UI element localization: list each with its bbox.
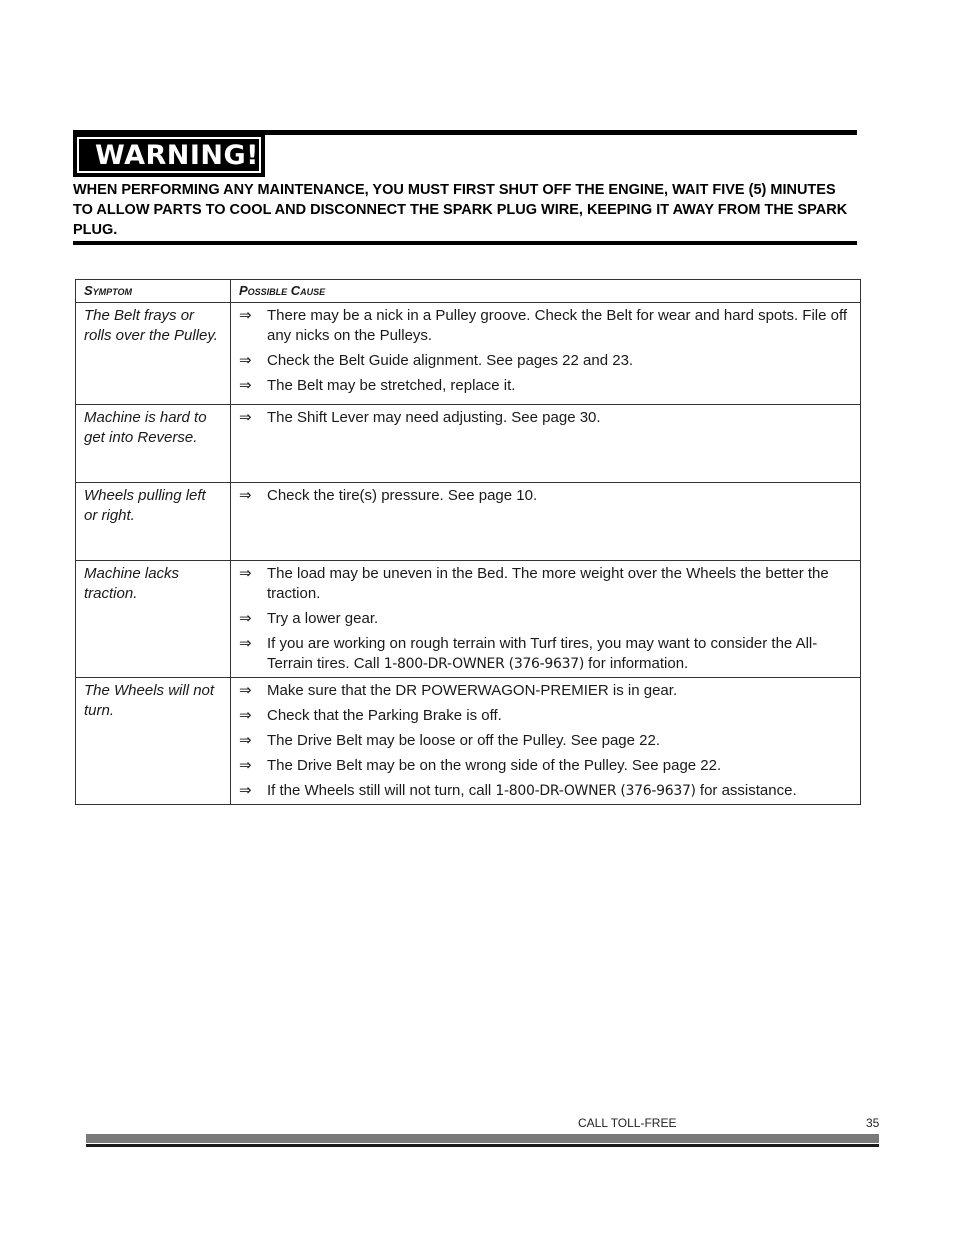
cause-item [239, 306, 852, 346]
cause-text-main: Check the Belt Guide alignment. See pages 22 and 23. [267, 352, 634, 369]
cause-item [239, 731, 852, 751]
cause-item [239, 609, 852, 629]
cause-text [267, 609, 852, 629]
cause-text-main: The Belt may be stretched, replace it. [267, 377, 516, 394]
implies-arrow-icon: ⇒ [239, 377, 252, 394]
table-body [76, 303, 861, 805]
cause-item [239, 681, 852, 701]
implies-arrow-icon: ⇒ [239, 782, 252, 799]
cause-text [267, 756, 852, 776]
troubleshooting-table [75, 279, 861, 805]
warning-badge [73, 133, 265, 177]
footer-black-rule [86, 1144, 879, 1147]
footer-gray-bar [86, 1134, 879, 1143]
cause-cell [231, 405, 861, 483]
cause-text-main: If you are working on rough terrain with Turf tires, you may want to consider the All-Terrain tires. Call [267, 635, 818, 672]
cause-text [267, 681, 852, 701]
cause-text [267, 781, 852, 801]
symptom-header: Symptom [76, 280, 231, 303]
cause-text-main: The Shift Lever may need adjusting. See page 30. [267, 409, 601, 426]
phone-number: 1-800-DR-OWNER (376-9637) [383, 656, 585, 672]
cause-item [239, 351, 852, 371]
implies-arrow-icon: ⇒ [239, 682, 252, 699]
implies-arrow-icon: ⇒ [239, 565, 252, 582]
cause-text-main: If the Wheels still will not turn, call [267, 782, 496, 799]
cause-item [239, 376, 852, 396]
symptom-cell: Machine is hard to get into Reverse. [76, 405, 231, 483]
cause-text [267, 351, 852, 371]
cause-item [239, 634, 852, 674]
table-row [76, 303, 861, 405]
cause-cell [231, 483, 861, 561]
table-row [76, 678, 861, 805]
implies-arrow-icon: ⇒ [239, 707, 252, 724]
page-number: 35 [866, 1116, 880, 1130]
symptom-cell: The Wheels will not turn. [76, 678, 231, 805]
cause-text-main: Make sure that the DR POWERWAGON-PREMIER is in gear. [267, 682, 678, 699]
implies-arrow-icon: ⇒ [239, 307, 252, 324]
cause-item [239, 486, 852, 506]
cause-text-after: for assistance. [695, 782, 797, 799]
implies-arrow-icon: ⇒ [239, 757, 252, 774]
cause-text [267, 564, 852, 604]
implies-arrow-icon: ⇒ [239, 610, 252, 627]
warning-bottom-rule [73, 241, 857, 245]
cause-text [267, 306, 852, 346]
cause-text-main: The load may be uneven in the Bed. The more weight over the Wheels the better the traction. [267, 565, 829, 602]
warning-text: WHEN PERFORMING ANY MAINTENANCE, YOU MUST FIRST SHUT OFF THE ENGINE, WAIT FIVE (5) MINUTES TO ALLOW PARTS TO COOL AND DISCONNECT THE SPARK PLUG WIRE, KEEPING IT AWAY FROM THE SPARK PLUG. [73, 182, 848, 238]
cause-cell [231, 303, 861, 405]
implies-arrow-icon: ⇒ [239, 732, 252, 749]
cause-cell [231, 678, 861, 805]
cause-text-after: for information. [584, 655, 689, 672]
cause-item [239, 706, 852, 726]
cause-text [267, 486, 852, 506]
cause-text-main: The Drive Belt may be on the wrong side of the Pulley. See page 22. [267, 757, 722, 774]
symptom-cell: Machine lacks traction. [76, 561, 231, 678]
table-row [76, 483, 861, 561]
footer-label: CALL TOLL-FREE [578, 1116, 677, 1130]
implies-arrow-icon: ⇒ [239, 487, 252, 504]
cause-text [267, 634, 852, 674]
cause-text-main: The Drive Belt may be loose or off the Pulley. See page 22. [267, 732, 661, 749]
cause-text-main: Check that the Parking Brake is off. [267, 707, 502, 724]
warning-heading: WARNING! [95, 139, 259, 171]
table-row [76, 405, 861, 483]
cause-text-main: There may be a nick in a Pulley groove. Check the Belt for wear and hard spots. File off any nicks on the Pulleys. [267, 307, 848, 344]
symptom-cell: Wheels pulling left or right. [76, 483, 231, 561]
cause-text [267, 408, 852, 428]
cause-text-main: Check the tire(s) pressure. See page 10. [267, 487, 538, 504]
implies-arrow-icon: ⇒ [239, 635, 252, 652]
cause-text [267, 706, 852, 726]
cause-item [239, 408, 852, 428]
cause-item [239, 781, 852, 801]
implies-arrow-icon: ⇒ [239, 409, 252, 426]
cause-item [239, 564, 852, 604]
table-row [76, 561, 861, 678]
cause-cell [231, 561, 861, 678]
cause-header: Possible Cause [231, 280, 861, 303]
phone-number: 1-800-DR-OWNER (376-9637) [495, 783, 696, 799]
cause-text-main: Try a lower gear. [267, 610, 379, 627]
implies-arrow-icon: ⇒ [239, 352, 252, 369]
table-header-row [76, 280, 861, 303]
cause-text [267, 731, 852, 751]
cause-text [267, 376, 852, 396]
symptom-cell: The Belt frays or rolls over the Pulley. [76, 303, 231, 405]
cause-item [239, 756, 852, 776]
